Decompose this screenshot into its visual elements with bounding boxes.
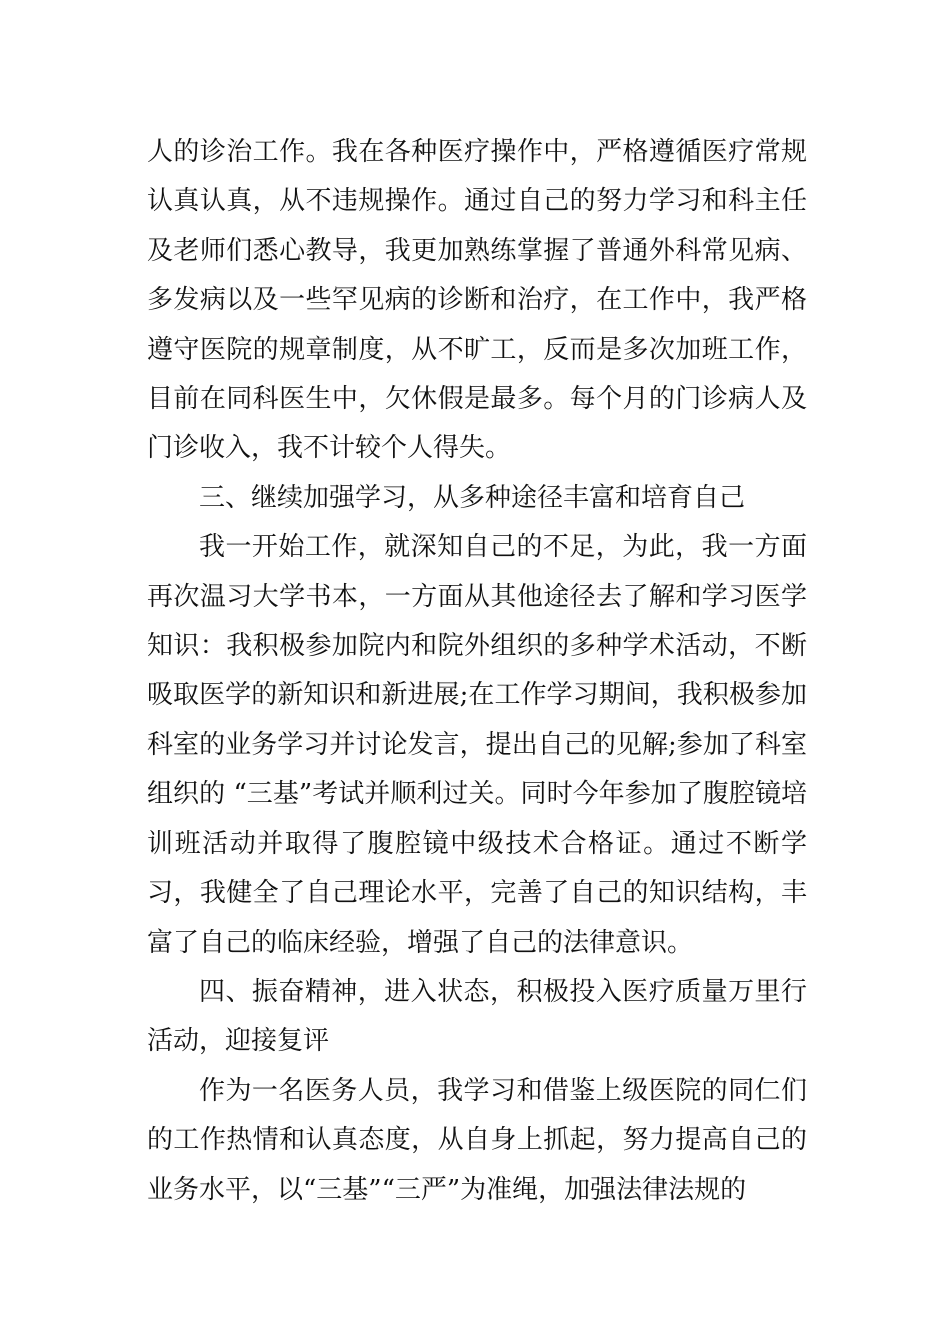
paragraph-learning: 我一开始工作，就深知自己的不足，为此，我一方面再次温习大学书本，一方面从其他途径去了解和学习医学知识：我积极参加院内和院外组织的多种学术活动，不断吸取医学的新知识和新进展;在工作学习期间，我积极参加科室的业务学习并讨论发言，提出自己的见解;参加了科室组织的 “三基”考试并顺利过关。同时今年参加了腹腔镜培训班活动并取得了腹腔镜中级技术合格证。通过不断学习，我健全了自己理论水平，完善了自己的知识结构，丰富了自己的临床经验，增强了自己的法律意识。 [147,532,807,958]
section-heading-3: 三、继续加强学习，从多种途径丰富和培育自己 [199,482,746,513]
paragraph-medical-staff: 作为一名医务人员，我学习和借鉴上级医院的同仁们的工作热情和认真态度，从自身上抓起，努力提高自己的业务水平，以“三基”“三严”为准绳，加强法律法规的 [147,1075,807,1205]
section-heading-4: 四、振奋精神，进入状态，积极投入医疗质量万里行活动，迎接复评 [147,976,807,1057]
paragraph-continuation: 人的诊治工作。我在各种医疗操作中，严格遵循医疗常规认真认真，从不违规操作。通过自己的努力学习和科主任及老师们悉心教导，我更加熟练掌握了普通外科常见病、多发病以及一些罕见病的诊断和治疗，在工作中，我严格遵守医院的规章制度，从不旷工，反而是多次加班工作，目前在同科医生中，欠休假是最多。每个月的门诊病人及门诊收入，我不计较个人得失。 [147,137,807,464]
document-body [147,128,807,1215]
